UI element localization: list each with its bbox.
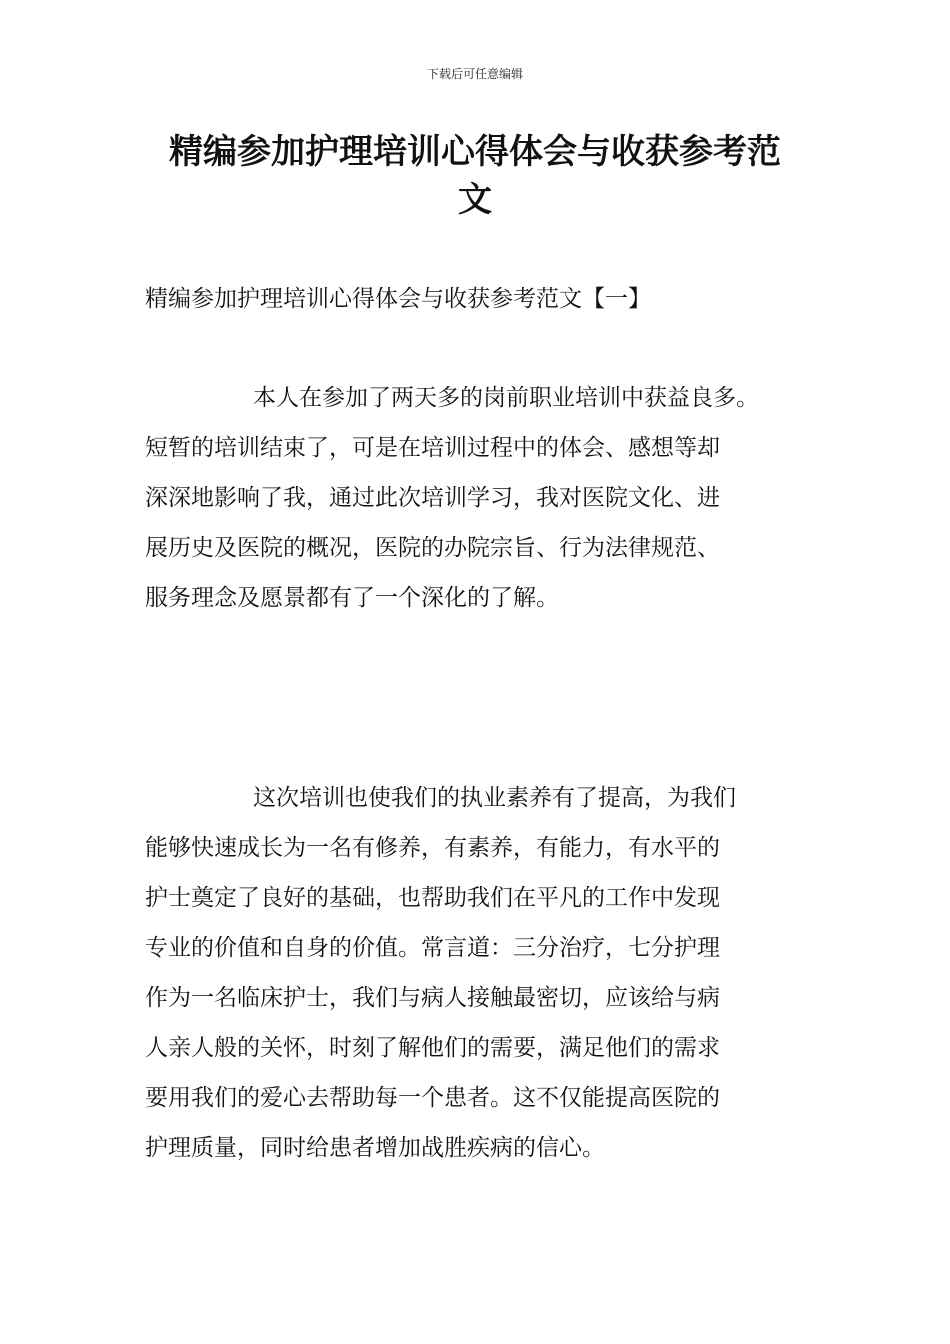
document-title: [140, 128, 810, 224]
document-title-line-1: 精编参加护理培训心得体会与收获参考范: [169, 132, 781, 172]
header-note: 下载后可任意编辑: [426, 67, 523, 81]
paragraph-line: 专业的价值和自身的价值。常言道：三分治疗，七分护理: [145, 935, 720, 961]
paragraph-line: 服务理念及愿景都有了一个深化的了解。: [145, 585, 559, 611]
document-title-line-2: 文: [458, 180, 492, 220]
paragraph-line: 这次培训也使我们的执业素养有了提高，为我们: [253, 785, 736, 811]
paragraph-line: 作为一名临床护士，我们与病人接触最密切，应该给与病: [145, 985, 720, 1011]
paragraph-line: 人亲人般的关怀，时刻了解他们的需要，满足他们的需求: [145, 1035, 720, 1061]
paragraph-line: 本人在参加了两天多的岗前职业培训中获益良多。: [253, 385, 759, 411]
paragraph-line: 展历史及医院的概况，医院的办院宗旨、行为法律规范、: [145, 535, 720, 561]
paragraph-2: [145, 773, 825, 1173]
paragraph-line: 能够快速成长为一名有修养，有素养，有能力，有水平的: [145, 835, 720, 861]
paragraph-line: 要用我们的爱心去帮助每一个患者。这不仅能提高医院的: [145, 1085, 720, 1111]
paragraph-1: [145, 373, 825, 623]
paragraph-line: 护士奠定了良好的基础，也帮助我们在平凡的工作中发现: [145, 885, 720, 911]
section-heading: 精编参加护理培训心得体会与收获参考范文【一】: [145, 286, 651, 312]
paragraph-line: 短暂的培训结束了，可是在培训过程中的体会、感想等却: [145, 435, 720, 461]
paragraph-line: 深深地影响了我，通过此次培训学习，我对医院文化、进: [145, 485, 720, 511]
paragraph-line: 护理质量，同时给患者增加战胜疾病的信心。: [145, 1135, 605, 1161]
